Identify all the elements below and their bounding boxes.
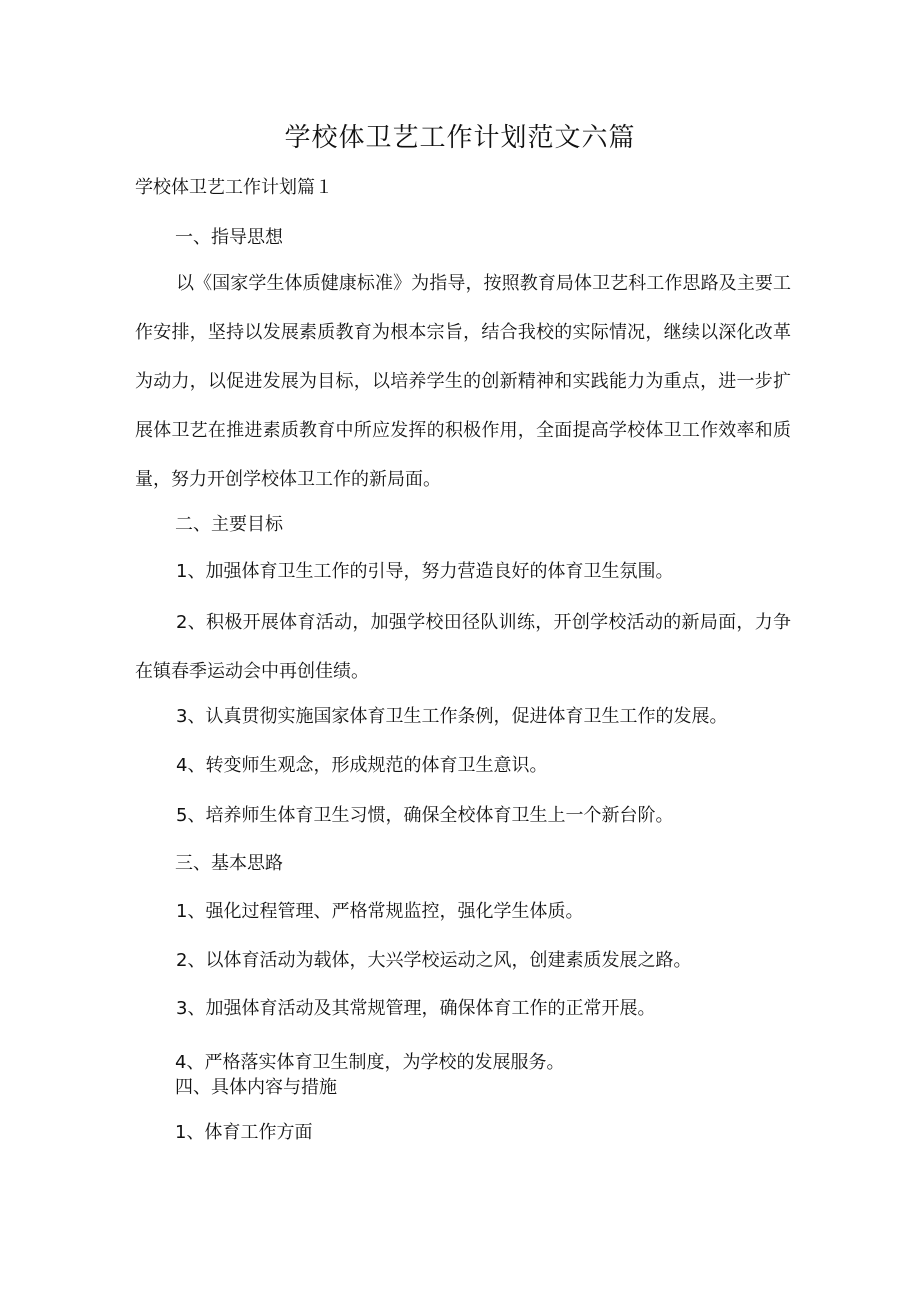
section-heading-basic-approach: 三、基本思路 [175, 853, 283, 874]
list-item-approach-4: 4、严格落实体育卫生制度，为学校的发展服务。 [175, 1052, 565, 1073]
list-item-goal-5: 5、培养师生体育卫生习惯，确保全校体育卫生上一个新台阶。 [176, 805, 674, 826]
list-item-approach-2: 2、以体育活动为载体，大兴学校运动之风，创建素质发展之路。 [176, 950, 692, 971]
document-subtitle: 学校体卫艺工作计划篇１ [135, 177, 333, 198]
section-heading-main-goals: 二、主要目标 [175, 514, 283, 535]
section-heading-measures: 四、具体内容与措施 [175, 1077, 337, 1098]
list-item-goal-1: 1、加强体育卫生工作的引导，努力营造良好的体育卫生氛围。 [176, 561, 674, 582]
list-item-approach-3: 3、加强体育活动及其常规管理，确保体育工作的正常开展。 [176, 998, 656, 1019]
section-heading-guiding-ideology: 一、指导思想 [175, 227, 283, 248]
list-item-approach-1: 1、强化过程管理、严格常规监控，强化学生体质。 [176, 901, 584, 922]
list-item-goal-2: 2、积极开展体育活动，加强学校田径队训练，开创学校活动的新局面，力争在镇春季运动会中再创佳绩。 [135, 612, 791, 682]
list-item-goal-3: 3、认真贯彻实施国家体育卫生工作条例，促进体育卫生工作的发展。 [176, 706, 728, 727]
list-item-measure-1: 1、体育工作方面 [175, 1122, 313, 1143]
section-paragraph-guiding-ideology: 以《国家学生体质健康标准》为指导，按照教育局体卫艺科工作思路及主要工作安排，坚持以发展素质教育为根本宗旨，结合我校的实际情况，继续以深化改革为动力，以促进发展为目标，以培养学生的创新精神和实践能力为重点，进一步扩展体卫艺在推进素质教育中所应发挥的积极作用，全面提高学校体卫工作效率和质量，努力开创学校体卫工作的新局面。 [135, 273, 791, 490]
document-title: 学校体卫艺工作计划范文六篇 [284, 123, 636, 153]
list-item-goal-4: 4、转变师生观念，形成规范的体育卫生意识。 [176, 755, 548, 776]
